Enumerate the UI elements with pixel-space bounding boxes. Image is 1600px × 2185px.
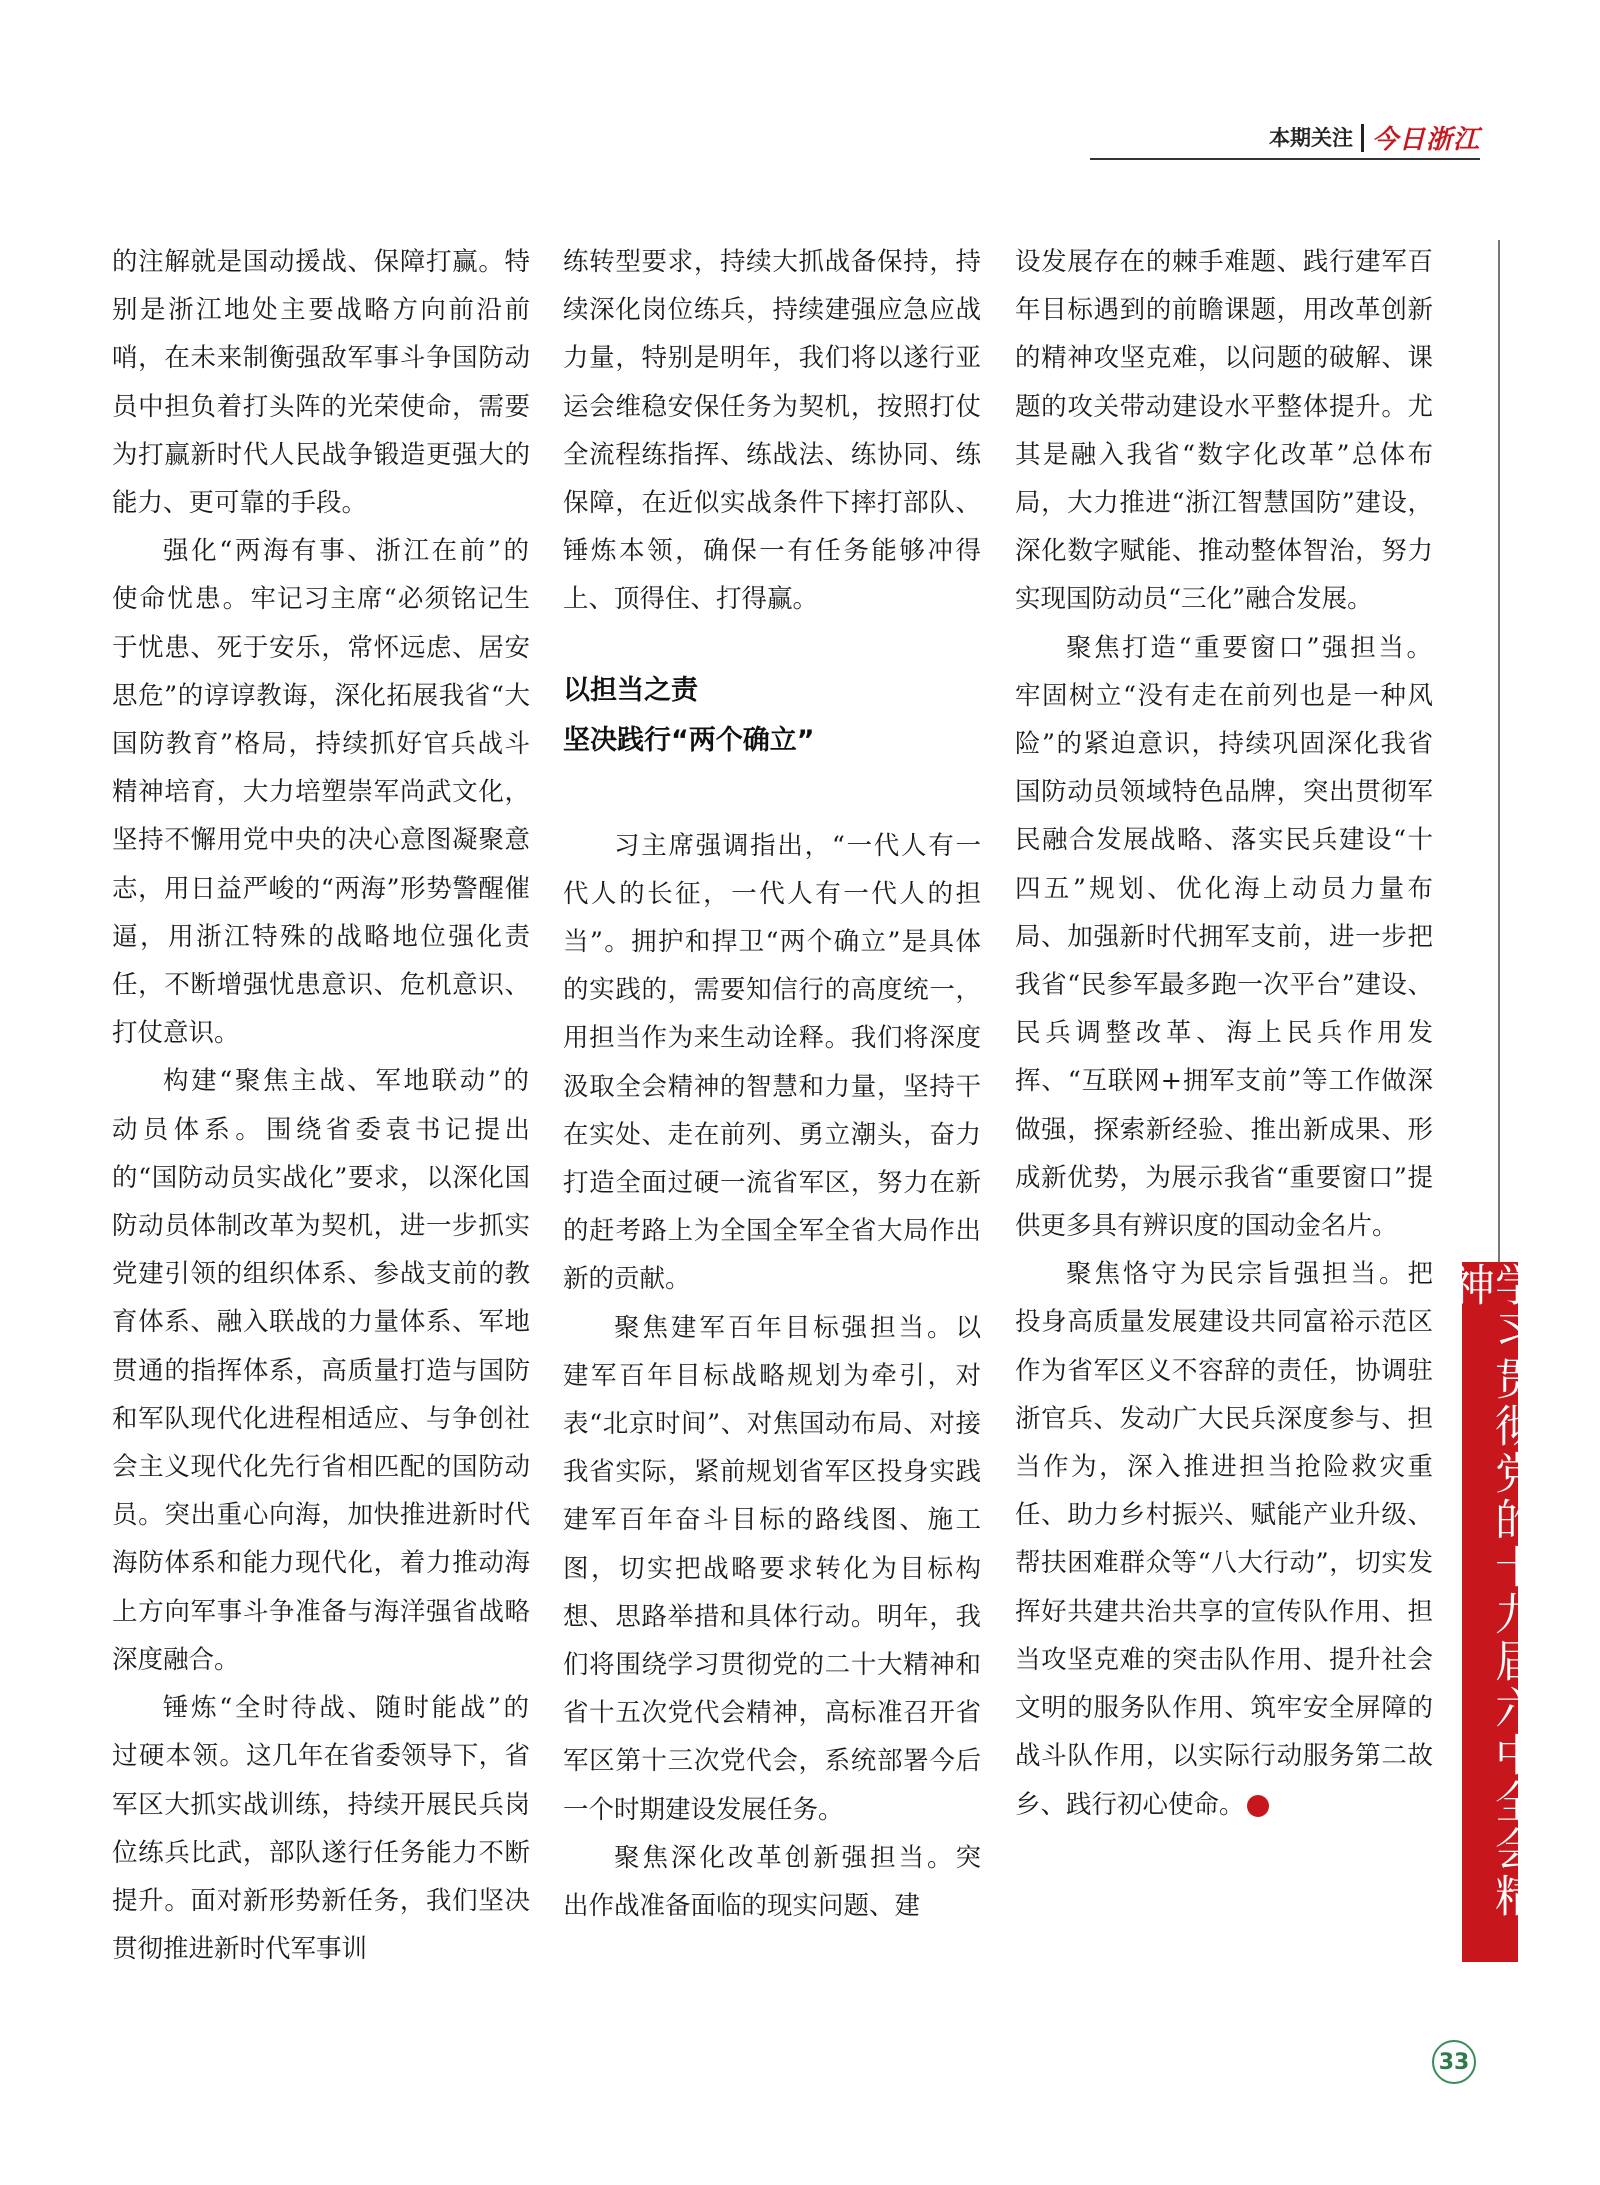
paragraph — [563, 1834, 981, 1930]
paragraph-body: 这几年在省委领导下，省军区大抓实战训练，持续开展民兵岗位练兵比武，部队遂行任务能力不断提升。面对新形势新任务，我们坚决贯彻推进新时代军事训 — [112, 1741, 530, 1965]
paragraph: 练转型要求，持续大抓战备保持，持续深化岗位练兵，持续建强应急应战力量，特别是明年，我们将以遂行亚运会维稳安保任务为契机，按照打仗全流程练指挥、练战法、练协同、练保障，在近似实战条件下摔打部队、锤炼本领，确保一有任务能够冲得上、顶得住、打得赢。 — [563, 247, 981, 615]
paragraph-body: 把投身高质量发展建设共同富裕示范区作为省军区义不容辞的责任，协调驻浙官兵、发动广大民兵深度参与、担当作为，深入推进担当抢险救灾重任、助力乡村振兴、赋能产业升级、帮扶困难群众等“八大行动”，切实发挥好共建共治共享的宣传队作用、担当攻坚克难的突击队作用、提升社会文明的服务队作用、筑牢安全屏障的战斗队作用，以实际行动服务第二故乡、践行初心使命。 — [1015, 1259, 1433, 1820]
paragraph — [1015, 624, 1433, 1251]
sidebar-title: 学习贯彻党的十九届六中全会精神 — [1443, 1262, 1538, 1920]
page-header — [1090, 118, 1480, 160]
section-heading — [563, 666, 981, 766]
paragraph-body: 牢固树立“没有走在前列也是一种风险”的紧迫意识，持续巩固深化我省国防动员领域特色品牌，突出贯彻军民融合发展战略、落实民兵建设“十四五”规划、优化海上动员力量布局、加强新时代拥军支前，进一步把我省“民参军最多跑一次平台”建设、民兵调整改革、海上民兵作用发挥、“互联网+拥军支前”等工作做深做强，探索新经验、推出新成果、形成新优势，为展示我省“重要窗口”提供更多具有辨识度的国动金名片。 — [1015, 680, 1433, 1242]
magazine-logo: 今日浙江 — [1371, 125, 1480, 155]
paragraph-lead: 聚焦恪守为民宗旨强担当。 — [1066, 1259, 1408, 1290]
paragraph-lead: 构建“聚焦主战、军地联动”的动员体系。 — [112, 1066, 530, 1145]
paragraph: 的注解就是国动援战、保障打赢。特别是浙江地处主要战略方向前沿前哨，在未来制衡强敌军事斗争国防动员中担负着打头阵的光荣使命，需要为打赢新时代人民战争锻造更强大的能力、更可靠的手段。 — [112, 247, 530, 519]
paragraph-body: 以建军百年目标战略规划为牵引，对表“北京时间”、对焦国动布局、对接我省实际，紧前规划省军区投身实践建军百年奋斗目标的路线图、施工图，切实把战略要求转化为目标构想、思路举措和具体行动。明年，我们将围绕学习贯彻党的二十大精神和省十五次党代会精神，高标准召开省军区第十三次党代会，系统部署今后一个时期建设发展任务。 — [563, 1312, 981, 1825]
section-label: 本期关注 — [1268, 126, 1353, 150]
paragraph-body: 突出作战准备面临的现实问题、建 — [563, 1842, 981, 1922]
section-heading-line: 以担当之责 — [563, 674, 698, 706]
article-column-1 — [112, 238, 530, 1973]
paragraph — [563, 1304, 981, 1834]
paragraph-lead: 锤炼“全时待战、随时能战”的过硬本领。 — [112, 1693, 530, 1772]
paragraph-lead: 聚焦建军百年目标强担当。 — [614, 1312, 956, 1343]
paragraph: 设发展存在的棘手难题、践行建军百年目标遇到的前瞻课题，用改革创新的精神攻坚克难，以问题的破解、课题的攻关带动建设水平整体提升。尤其是融入我省“数字化改革”总体布局，大力推进“浙江智慧国防”建设，深化数字赋能、推动整体智治，努力实现国防动员“三化”融合发展。 — [1015, 247, 1433, 615]
paragraph — [112, 527, 530, 1057]
topic-sidebar — [1443, 1262, 1538, 1962]
paragraph — [112, 1684, 530, 1973]
paragraph: 习主席强调指出，“一代人有一代人的长征，一代人有一代人的担当”。拥护和捍卫“两个确立”是具体的实践的，需要知信行的高度统一，用担当作为来生动诠释。我们将深度汲取全会精神的智慧和力量，坚持干在实处、走在前列、勇立潮头，奋力打造全面过硬一流省军区，努力在新的赶考路上为全国全军全省大局作出新的贡献。 — [563, 830, 981, 1295]
page-number: 33 — [1432, 2040, 1476, 2084]
section-heading-line: 坚决践行“两个确立” — [563, 724, 815, 756]
paragraph-lead: 聚焦深化改革创新强担当。 — [614, 1842, 956, 1873]
paragraph — [112, 1057, 530, 1684]
paragraph — [1015, 1250, 1433, 1828]
article-column-2 — [563, 238, 981, 1930]
end-mark-icon: 今 — [1247, 1795, 1269, 1817]
paragraph-body: 围绕省委袁书记提出的“国防动员实战化”要求，以深化国防动员体制改革为契机，进一步抓实党建引领的组织体系、参战支前的教育体系、融入联战的力量体系、军地贯通的指挥体系，高质量打造与国防和军队现代化进程相适应、与争创社会主义现代化先行省相匹配的国防动员。突出重心向海，加快推进新时代海防体系和能力现代化，着力推动海上方向军事斗争准备与海洋强省战略深度融合。 — [112, 1114, 530, 1675]
paragraph-lead: 聚焦打造“重要窗口”强担当。 — [1066, 632, 1433, 663]
article-column-3 — [1015, 238, 1433, 1829]
paragraph-body: 牢记习主席“必须铭记生于忧患、死于安乐，常怀远虑、居安思危”的谆谆教诲，深化拓展我省“大国防教育”格局，持续抓好官兵战斗精神培育，大力培塑崇军尚武文化，坚持不懈用党中央的决心意图凝聚意志，用日益严峻的“两海”形势警醒催逼，用浙江特殊的战略地位强化责任，不断增强忧患意识、危机意识、打仗意识。 — [112, 584, 530, 1049]
paragraph-lead: 强化“两海有事、浙江在前”的使命忧患。 — [112, 536, 530, 615]
header-divider — [1361, 124, 1364, 152]
sidebar-rule — [1498, 240, 1500, 1262]
